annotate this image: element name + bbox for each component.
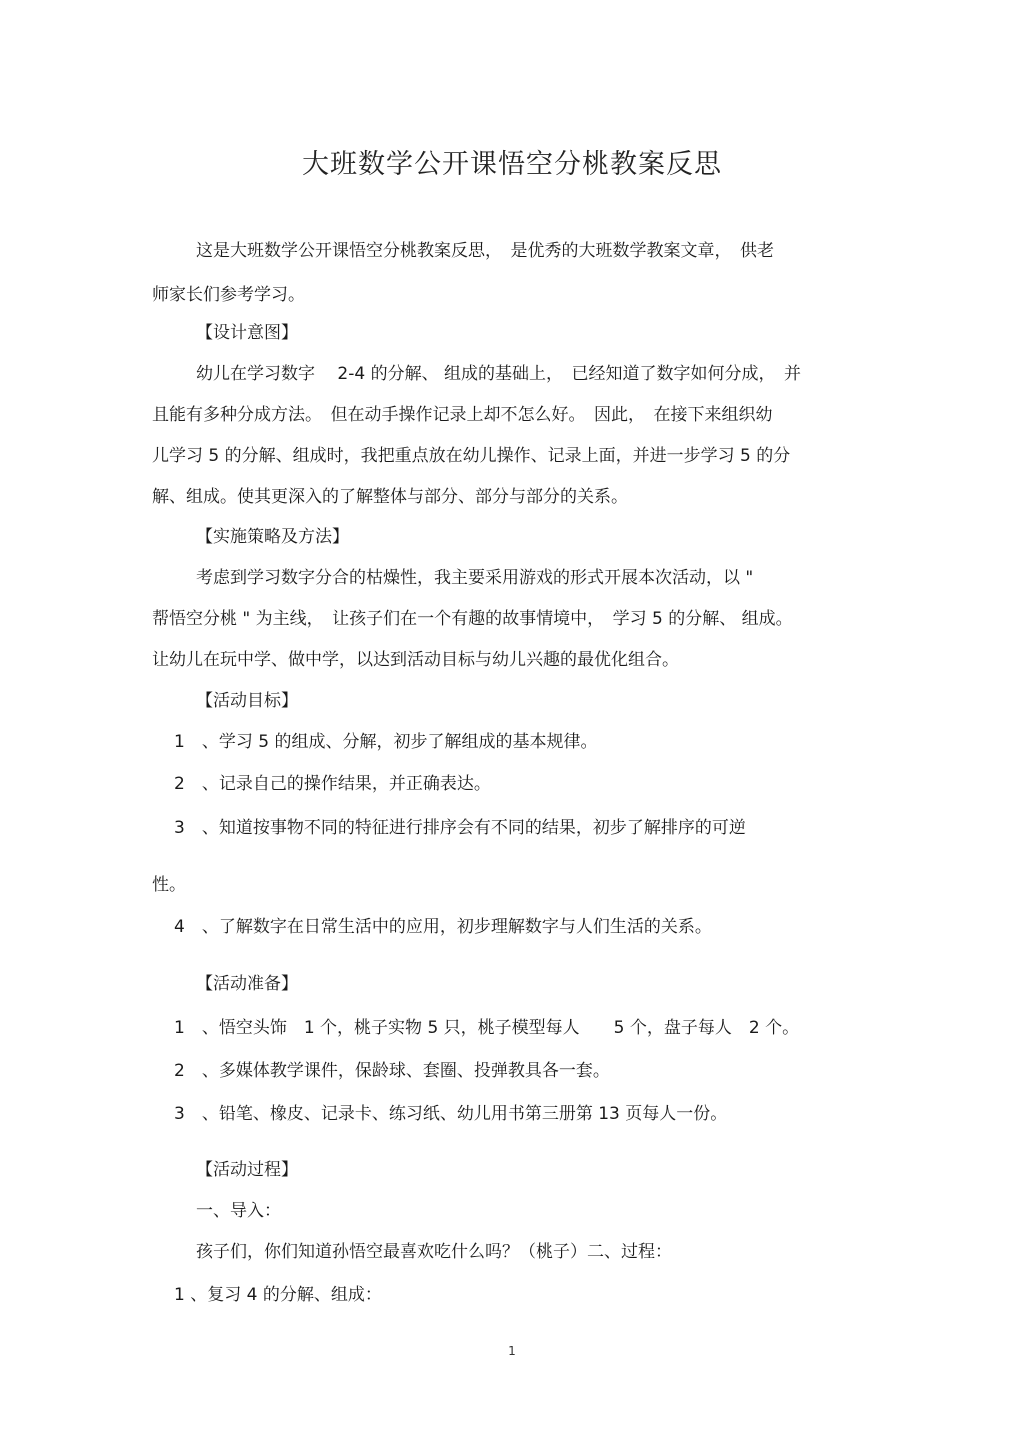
goal-item-3-continued: 性。	[152, 875, 186, 895]
section-heading-strategy: 【实施策略及方法】	[196, 527, 349, 547]
process-line-2: 孩子们，你们知道孙悟空最喜欢吃什么吗？（桃子）二、过程：	[196, 1242, 672, 1262]
design-line-2: 且能有多种分成方法。 但在动手操作记录上却不怎么好。 因此， 在接下来组织幼	[152, 405, 773, 425]
process-line-1: 一、导入：	[196, 1201, 281, 1221]
process-line-3: 1 、复习 4 的分解、组成：	[174, 1285, 382, 1305]
strategy-line-3: 让幼儿在玩中学、做中学，以达到活动目标与幼儿兴趣的最优化组合。	[152, 650, 679, 670]
design-line-4: 解、组成。使其更深入的了解整体与部分、部分与部分的关系。	[152, 487, 628, 507]
design-line-3: 儿学习 5 的分解、组成时，我把重点放在幼儿操作、记录上面，并进一步学习 5 的分	[152, 446, 791, 466]
prep-item-3: 3 、铅笔、橡皮、记录卡、练习纸、幼儿用书第三册第 13 页每人一份。	[174, 1104, 728, 1124]
section-heading-goals: 【活动目标】	[196, 691, 298, 711]
prep-item-1: 1 、悟空头饰 1 个，桃子实物 5 只，桃子模型每人 5 个，盘子每人 2 个。	[174, 1018, 800, 1038]
goal-item-1: 1 、学习 5 的组成、分解，初步了解组成的基本规律。	[174, 732, 598, 752]
goal-item-2: 2 、记录自己的操作结果，并正确表达。	[174, 774, 491, 794]
section-heading-process: 【活动过程】	[196, 1160, 298, 1180]
document-title: 大班数学公开课悟空分桃教案反思	[302, 149, 722, 180]
page-number: 1	[508, 1344, 516, 1358]
intro-line-2: 师家长们参考学习。	[152, 285, 305, 305]
section-heading-prep: 【活动准备】	[196, 974, 298, 994]
strategy-line-2: 帮悟空分桃 " 为主线， 让孩子们在一个有趣的故事情境中， 学习 5 的分解、 组成。	[152, 609, 793, 629]
strategy-line-1: 考虑到学习数字分合的枯燥性，我主要采用游戏的形式开展本次活动，以 "	[196, 568, 754, 588]
design-line-1: 幼儿在学习数字 2-4 的分解、 组成的基础上， 已经知道了数字如何分成， 并	[196, 364, 801, 384]
goal-item-3: 3 、知道按事物不同的特征进行排序会有不同的结果，初步了解排序的可逆	[174, 818, 746, 838]
goal-item-4: 4 、了解数字在日常生活中的应用，初步理解数字与人们生活的关系。	[174, 917, 712, 937]
prep-item-2: 2 、多媒体教学课件，保龄球、套圈、投弹教具各一套。	[174, 1061, 610, 1081]
section-heading-design: 【设计意图】	[196, 323, 298, 343]
intro-line-1: 这是大班数学公开课悟空分桃教案反思， 是优秀的大班数学教案文章， 供老	[196, 241, 774, 261]
